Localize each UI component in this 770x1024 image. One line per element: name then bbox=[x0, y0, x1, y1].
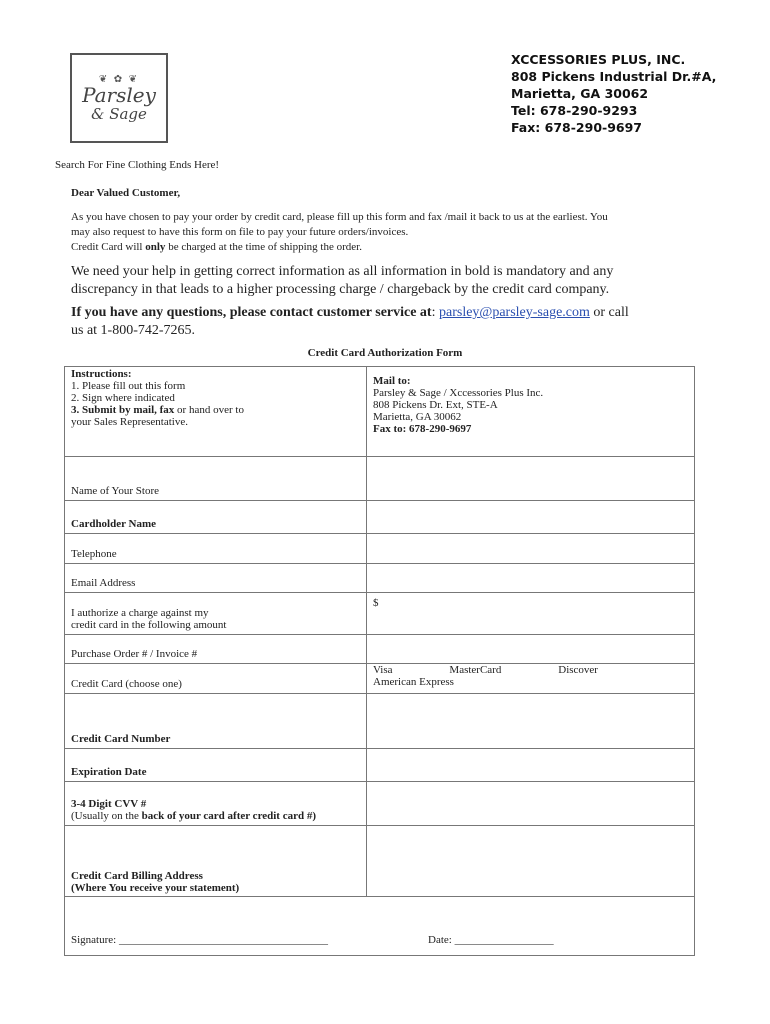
contact-line2: us at 1-800-742-7265. bbox=[71, 323, 196, 338]
form-row-email bbox=[65, 564, 695, 593]
signature-line[interactable]: Signature: ______________________________________ bbox=[71, 934, 328, 946]
form-row-card-number bbox=[65, 694, 695, 749]
po-invoice-field[interactable] bbox=[367, 635, 695, 664]
authorize-label bbox=[65, 593, 367, 635]
customer-service-email-link[interactable]: parsley@parsley-sage.com bbox=[439, 305, 590, 320]
form-title: Credit Card Authorization Form bbox=[307, 347, 463, 359]
cvv-note-b: back of your card after credit card #) bbox=[141, 810, 317, 822]
form-row-store-name bbox=[65, 457, 695, 501]
cvv-label bbox=[65, 782, 367, 826]
card-number-label: Credit Card Number bbox=[65, 694, 367, 749]
company-address-line2: Marietta, GA 30062 bbox=[511, 86, 649, 101]
mandatory-line1: We need your help in getting correct information as all information in bold is mandatory and any bbox=[71, 264, 614, 279]
cvv-note-a: (Usually on the bbox=[71, 810, 142, 822]
form-row-expiration bbox=[65, 749, 695, 782]
cvv-heading-text: 3-4 Digit CVV # bbox=[71, 798, 147, 810]
store-name-field[interactable] bbox=[367, 457, 695, 501]
contact-paragraph bbox=[71, 304, 629, 340]
company-address-block bbox=[511, 51, 716, 136]
card-type-options bbox=[367, 664, 695, 694]
form-row-billing-address bbox=[65, 826, 695, 897]
contact-colon: : bbox=[431, 305, 439, 320]
intro-line3-c: be charged at the time of shipping the order. bbox=[165, 241, 362, 253]
date-line[interactable]: Date: __________________ bbox=[428, 934, 554, 946]
fax-to-text: Fax to: 678-290-9697 bbox=[373, 423, 472, 435]
instructions-step3 bbox=[71, 404, 360, 416]
intro-paragraph bbox=[71, 210, 608, 255]
card-option-visa[interactable]: Visa bbox=[373, 664, 393, 676]
email-address-field[interactable] bbox=[367, 564, 695, 593]
form-row-cardholder bbox=[65, 501, 695, 534]
card-option-amex[interactable]: American Express bbox=[373, 676, 454, 688]
form-row-telephone bbox=[65, 534, 695, 564]
form-row-cvv bbox=[65, 782, 695, 826]
email-address-label: Email Address bbox=[65, 564, 367, 593]
form-row-authorize bbox=[65, 593, 695, 635]
contact-line1 bbox=[71, 304, 629, 322]
mail-to-cell bbox=[367, 367, 695, 457]
authorize-line1: I authorize a charge against my bbox=[71, 607, 209, 619]
card-option-mastercard[interactable]: MasterCard bbox=[449, 664, 502, 676]
mandatory-line2: discrepancy in that leads to a higher processing charge / chargeback by the credit card company. bbox=[71, 282, 610, 297]
card-option-discover[interactable]: Discover bbox=[558, 664, 598, 676]
card-type-label: Credit Card (choose one) bbox=[65, 664, 367, 694]
dollar-sign: $ bbox=[373, 597, 379, 609]
contact-bold-text: If you have any questions, please contact customer service at bbox=[71, 305, 432, 320]
intro-line3 bbox=[71, 240, 608, 255]
form-row-po-invoice bbox=[65, 635, 695, 664]
billing-address-field[interactable] bbox=[367, 826, 695, 897]
fax-to bbox=[373, 423, 688, 435]
signature-cell bbox=[65, 897, 695, 956]
instructions-heading-text: Instructions: bbox=[71, 368, 132, 380]
contact-call-text: or call bbox=[589, 305, 629, 320]
instructions-step2: 2. Sign where indicated bbox=[71, 392, 175, 404]
billing-address-line2: (Where You receive your statement) bbox=[71, 882, 240, 894]
cvv-note bbox=[71, 810, 360, 822]
billing-address-label bbox=[65, 826, 367, 897]
card-number-field[interactable] bbox=[367, 694, 695, 749]
tagline: Search For Fine Clothing Ends Here! bbox=[55, 159, 220, 171]
mandatory-info-paragraph bbox=[71, 263, 613, 299]
mail-to-heading-text: Mail to: bbox=[373, 375, 411, 387]
company-tel: Tel: 678-290-9293 bbox=[511, 103, 638, 118]
charge-amount-field[interactable] bbox=[367, 593, 695, 635]
mail-to-line3: Marietta, GA 30062 bbox=[373, 411, 462, 423]
authorize-line2: credit card in the following amount bbox=[71, 619, 227, 631]
intro-line3-only: only bbox=[145, 241, 166, 253]
instructions-step3-rest: or hand over to bbox=[174, 404, 244, 416]
store-name-label: Name of Your Store bbox=[65, 457, 367, 501]
telephone-label: Telephone bbox=[65, 534, 367, 564]
po-invoice-label: Purchase Order # / Invoice # bbox=[65, 635, 367, 664]
cvv-heading bbox=[71, 798, 360, 810]
instructions-heading bbox=[71, 368, 360, 380]
expiration-date-label: Expiration Date bbox=[65, 749, 367, 782]
instructions-step3-bold: 3. Submit by mail, fax bbox=[71, 404, 175, 416]
instructions-step1: 1. Please fill out this form bbox=[71, 380, 186, 392]
form-row-signature bbox=[65, 897, 695, 956]
cvv-field[interactable] bbox=[367, 782, 695, 826]
intro-line3-a: Credit Card will bbox=[71, 241, 146, 253]
instructions-cell bbox=[65, 367, 367, 457]
mail-to-heading bbox=[373, 375, 688, 387]
mail-to-line2: 808 Pickens Dr. Ext, STE-A bbox=[373, 399, 498, 411]
authorization-form-table bbox=[64, 366, 695, 956]
form-row-card-type bbox=[65, 664, 695, 694]
cardholder-name-field[interactable] bbox=[367, 501, 695, 534]
company-fax: Fax: 678-290-9697 bbox=[511, 120, 643, 135]
telephone-field[interactable] bbox=[367, 534, 695, 564]
logo-text-parsley: Parsley bbox=[82, 82, 156, 107]
cardholder-name-label: Cardholder Name bbox=[65, 501, 367, 534]
company-name: XCCESSORIES PLUS, INC. bbox=[511, 52, 686, 67]
intro-line1: As you have chosen to pay your order by credit card, please fill up this form and fax /mail it back to us at the earliest. You bbox=[71, 211, 608, 223]
mail-to-line1: Parsley & Sage / Xccessories Plus Inc. bbox=[373, 387, 544, 399]
parsley-sage-logo bbox=[70, 53, 168, 143]
greeting bbox=[71, 186, 180, 201]
greeting-text: Dear Valued Customer, bbox=[71, 187, 181, 199]
logo-ornament: ❦ ✿ ❦ bbox=[98, 73, 140, 85]
card-type-row1 bbox=[373, 664, 598, 676]
company-address-line1: 808 Pickens Industrial Dr.#A, bbox=[511, 69, 717, 84]
logo-text-sage: & Sage bbox=[91, 104, 147, 123]
intro-line2: may also request to have this form on file to pay your future orders/invoices. bbox=[71, 226, 409, 238]
form-row-instructions bbox=[65, 367, 695, 457]
billing-address-line1: Credit Card Billing Address bbox=[71, 870, 203, 882]
instructions-step3-line2: your Sales Representative. bbox=[71, 416, 188, 428]
expiration-date-field[interactable] bbox=[367, 749, 695, 782]
